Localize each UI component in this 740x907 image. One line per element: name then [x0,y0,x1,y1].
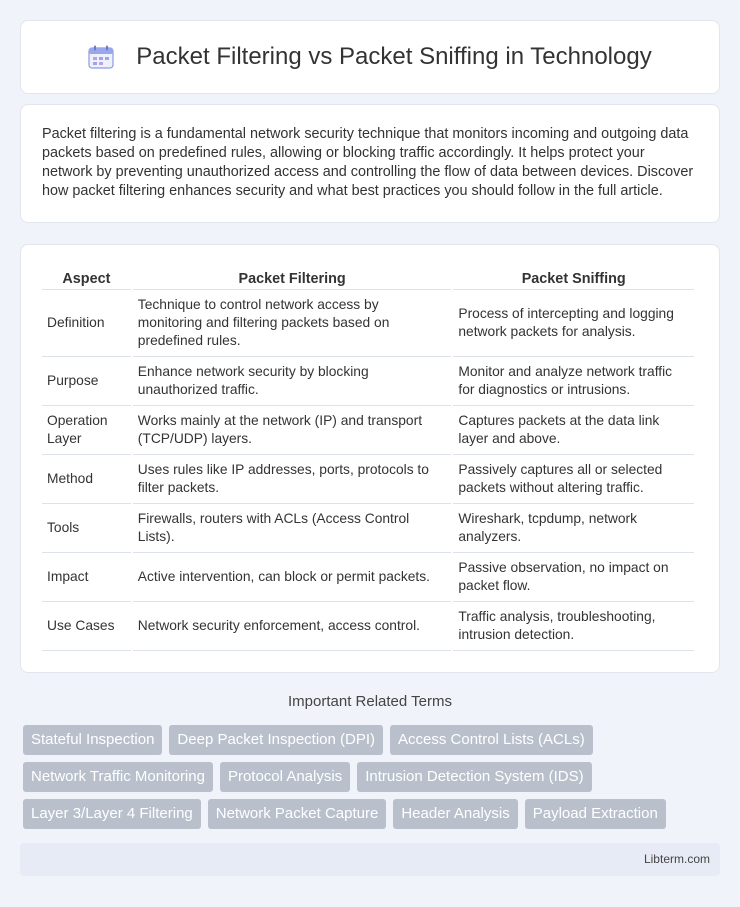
sniffing-cell: Captures packets at the data link layer and above. [453,406,694,455]
table-row [42,504,694,553]
term-tag[interactable]: Header Analysis [393,799,517,829]
term-tag[interactable]: Payload Extraction [525,799,666,829]
term-row [23,762,723,792]
header-card [20,20,720,94]
sniffing-cell: Process of intercepting and logging network packets for analysis. [453,290,694,357]
footer-site-link[interactable]: Libterm.com [643,852,710,866]
term-tag[interactable]: Access Control Lists (ACLs) [390,725,593,755]
aspect-cell: Use Cases [42,602,131,651]
calendar-icon [88,45,114,69]
term-tag[interactable]: Intrusion Detection System (IDS) [357,762,591,792]
filtering-cell: Firewalls, routers with ACLs (Access Control Lists). [133,504,452,553]
sniffing-cell: Traffic analysis, troubleshooting, intrusion detection. [453,602,694,651]
aspect-cell: Purpose [42,357,131,406]
term-tag[interactable]: Network Traffic Monitoring [23,762,213,792]
comparison-table [40,265,696,651]
aspect-cell: Method [42,455,131,504]
aspect-cell: Operation Layer [42,406,131,455]
filtering-cell: Uses rules like IP addresses, ports, protocols to filter packets. [133,455,452,504]
intro-card [20,104,720,223]
intro-text: Packet filtering is a fundamental network security technique that monitors incoming and outgoing data packets based on predefined rules, allowing or blocking traffic accordingly. It helps protect your network by preventing unauthorized access and controlling the flow of data between devices. Discover how packet filtering enhances security and what best practices you should follow in the full article. [42,126,694,199]
sniffing-cell: Passive observation, no impact on packet flow. [453,553,694,602]
table-row [42,406,694,455]
related-terms-title: Important Related Terms [288,693,452,710]
table-row [42,602,694,651]
column-header-packet-sniffing: Packet Sniffing [453,265,694,290]
table-row [42,290,694,357]
filtering-cell: Active intervention, can block or permit packets. [133,553,452,602]
aspect-cell: Definition [42,290,131,357]
related-terms [23,725,723,836]
aspect-cell: Impact [42,553,131,602]
term-tag[interactable]: Network Packet Capture [208,799,387,829]
term-tag[interactable]: Stateful Inspection [23,725,162,755]
table-header-row [42,265,694,290]
table-row [42,357,694,406]
table-row [42,455,694,504]
term-tag[interactable]: Layer 3/Layer 4 Filtering [23,799,201,829]
filtering-cell: Enhance network security by blocking unauthorized traffic. [133,357,452,406]
filtering-cell: Network security enforcement, access control. [133,602,452,651]
sniffing-cell: Wireshark, tcpdump, network analyzers. [453,504,694,553]
filtering-cell: Works mainly at the network (IP) and transport (TCP/UDP) layers. [133,406,452,455]
table-row [42,553,694,602]
column-header-packet-filtering: Packet Filtering [133,265,452,290]
term-tag[interactable]: Protocol Analysis [220,762,350,792]
sniffing-cell: Monitor and analyze network traffic for diagnostics or intrusions. [453,357,694,406]
term-row [23,799,723,829]
sniffing-cell: Passively captures all or selected packets without altering traffic. [453,455,694,504]
comparison-card [20,244,720,673]
term-row [23,725,723,755]
page-title: Packet Filtering vs Packet Sniffing in Technology [136,43,652,70]
column-header-aspect: Aspect [42,265,131,290]
filtering-cell: Technique to control network access by monitoring and filtering packets based on predefined rules. [133,290,452,357]
aspect-cell: Tools [42,504,131,553]
term-tag[interactable]: Deep Packet Inspection (DPI) [169,725,383,755]
footer [20,843,720,876]
